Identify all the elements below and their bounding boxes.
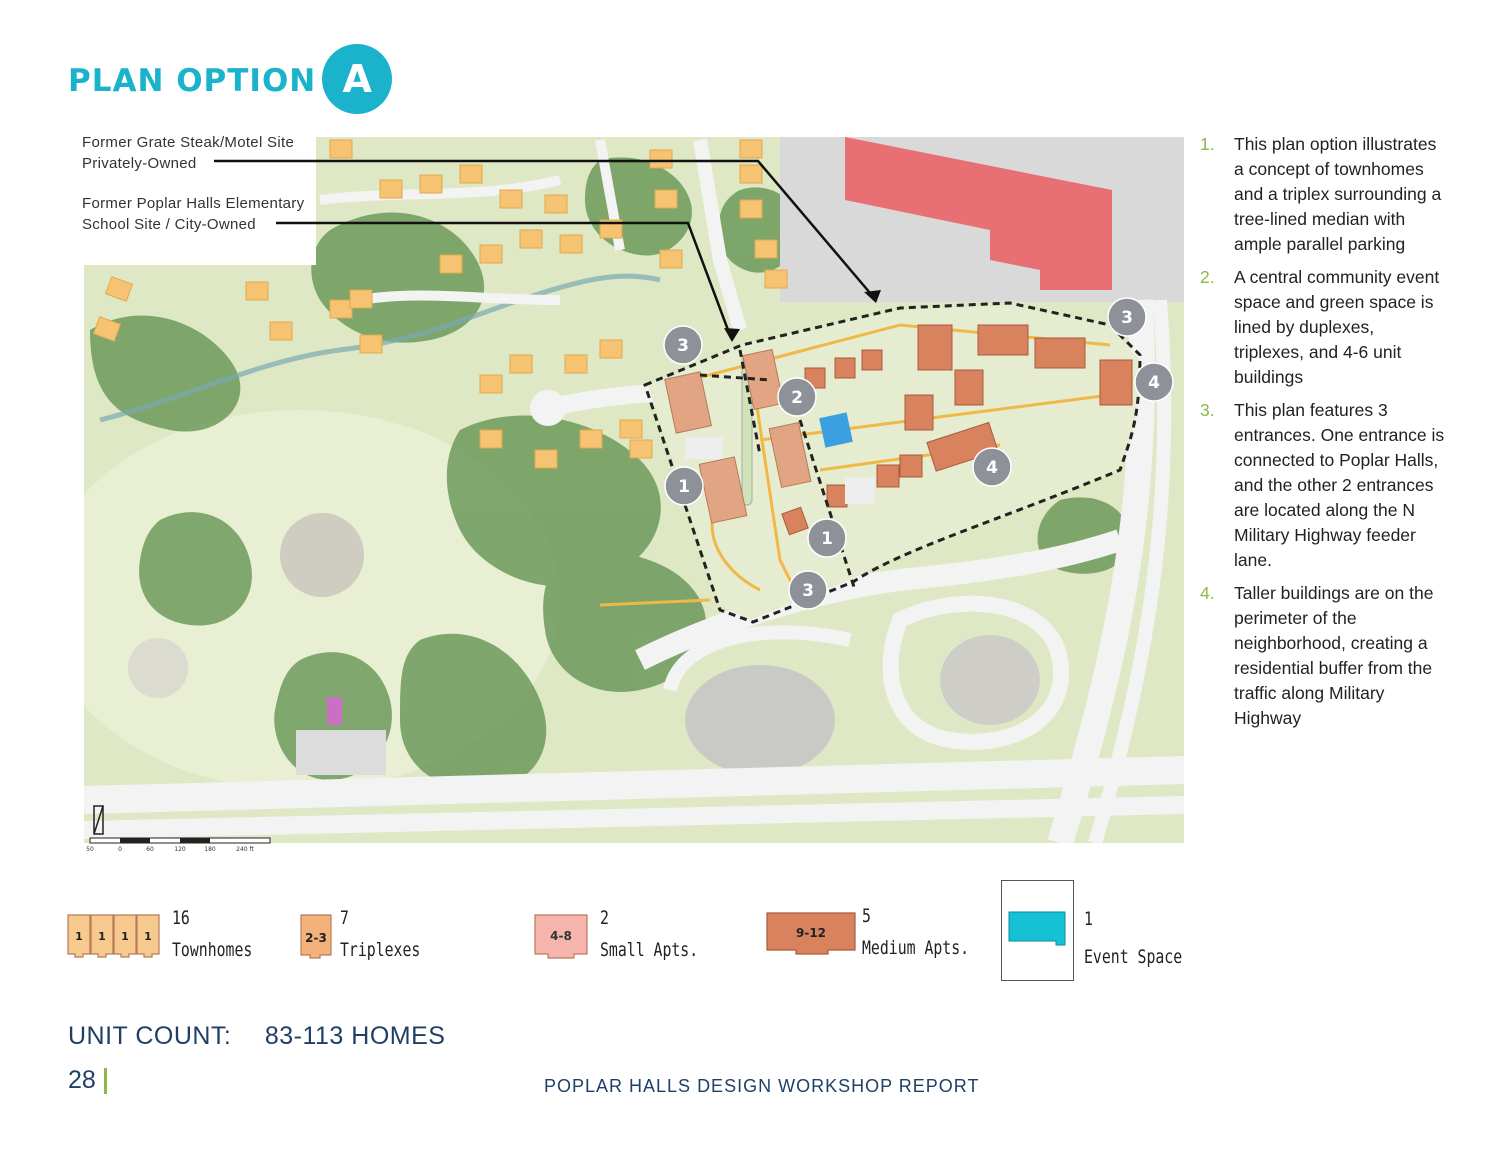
map-marker-1 [808, 519, 846, 557]
note-text: This plan features 3 entrances. One entrance is connected to Poplar Halls, and the other 2 entrances are located along the N Military Highway feeder lane. [1234, 400, 1445, 570]
note-text: Taller buildings are on the perimeter of the neighborhood, creating a residential buffer from the traffic along Military Highway [1234, 583, 1434, 728]
unit-count [68, 1022, 471, 1051]
scale-bar-label: 120 [174, 846, 186, 853]
map-marker-1 [665, 467, 703, 505]
note-number: 1. [1200, 134, 1215, 154]
townhome-tag: 1 [144, 930, 152, 943]
medium-apt-symbol-icon [766, 912, 858, 958]
legend-medium-apts [766, 912, 858, 963]
townhome-tag: 1 [75, 930, 83, 943]
townhome-tag: 1 [98, 930, 106, 943]
map-marker-2 [778, 378, 816, 416]
map-marker-3 [1108, 298, 1146, 336]
small-apt-tag: 4-8 [550, 929, 572, 943]
plan-option-title: PLAN OPTION [68, 63, 317, 99]
legend-label: Triplexes [340, 939, 421, 961]
page-number-text: 28 [68, 1066, 96, 1094]
medium-apt-tag: 9-12 [795, 926, 827, 940]
legend-townhomes-text [172, 902, 252, 966]
callout-motel-line1: Former Grate Steak/Motel Site [82, 134, 295, 151]
legend-count: 5 [862, 905, 871, 927]
parking-lot [296, 730, 386, 775]
legend-count: 16 [172, 907, 190, 929]
callout-motel-site [82, 132, 294, 174]
callout-school-site [82, 193, 304, 235]
triplex-symbol-icon [300, 914, 334, 960]
callout-motel-line2: Privately-Owned [82, 155, 197, 172]
townhome-symbol-icon [67, 914, 163, 960]
legend-label: Small Apts. [600, 939, 699, 961]
svg-text:1: 1 [821, 529, 833, 549]
legend-triplexes [300, 914, 334, 965]
legend-count: 2 [600, 907, 609, 929]
legend-medium-apts-text [862, 900, 969, 964]
legend-small-apts [534, 914, 590, 965]
option-badge: A [322, 44, 392, 114]
plan-notes [1198, 132, 1448, 739]
legend-label: Medium Apts. [862, 937, 970, 959]
svg-text:1: 1 [678, 477, 690, 497]
park-pavilion [327, 697, 342, 725]
page-number [68, 1066, 107, 1095]
report-title-footer: POPLAR HALLS DESIGN WORKSHOP REPORT [544, 1076, 980, 1096]
note-number: 4. [1200, 583, 1215, 603]
note-3 [1198, 398, 1448, 573]
scale-bar [86, 838, 270, 853]
svg-text:3: 3 [677, 336, 689, 356]
legend-event-space-text [1084, 900, 1182, 976]
cul-de-sac [530, 390, 566, 426]
legend-triplexes-text [340, 902, 420, 966]
callout-school-line2: School Site / City-Owned [82, 216, 256, 233]
svg-text:2: 2 [791, 388, 803, 408]
scale-bar-label: 0 [118, 846, 122, 853]
note-text: This plan option illustrates a concept of townhomes and a triplex surrounding a tree-lined median with ample parallel parking [1234, 134, 1442, 254]
svg-text:3: 3 [1121, 308, 1133, 328]
legend-label: Event Space [1084, 946, 1183, 968]
svg-text:4: 4 [986, 458, 998, 478]
legend-label: Townhomes [172, 939, 253, 961]
ramp-island [940, 635, 1040, 725]
ball-field [280, 513, 364, 597]
note-2 [1198, 265, 1448, 390]
note-4 [1198, 581, 1448, 731]
legend-count: 7 [340, 907, 349, 929]
note-1 [1198, 132, 1448, 257]
map-marker-3 [789, 571, 827, 609]
legend-event-space [1001, 880, 1074, 981]
legend-count: 1 [1084, 908, 1093, 930]
small-apt-symbol-icon [534, 914, 590, 960]
map-marker-4 [973, 448, 1011, 486]
map-marker-3 [664, 326, 702, 364]
event-space-symbol-icon [1008, 911, 1068, 947]
unit-count-value: 83-113 HOMES [264, 1022, 446, 1050]
highway-island [685, 665, 835, 775]
triplex-tag: 2-3 [305, 931, 327, 945]
callout-school-line1: Former Poplar Halls Elementary [82, 195, 305, 212]
scale-bar-label: 60 [146, 846, 154, 853]
page-number-divider [104, 1068, 107, 1094]
site-parking-2 [845, 478, 875, 504]
unit-count-label: UNIT COUNT: [68, 1022, 232, 1050]
legend-townhomes [67, 914, 163, 965]
scale-bar-label: 180 [204, 846, 216, 853]
ball-field-2 [128, 638, 188, 698]
note-text: A central community event space and green space is lined by duplexes, triplexes, and 4-6 unit buildings [1234, 267, 1440, 387]
map-marker-4 [1135, 363, 1173, 401]
legend-small-apts-text [600, 902, 698, 966]
scale-bar-label: 240 ft [236, 846, 254, 853]
svg-text:4: 4 [1148, 373, 1160, 393]
map-base [40, 130, 1190, 850]
scale-bar-label: 50 [86, 846, 94, 853]
townhome-tag: 1 [121, 930, 129, 943]
svg-text:3: 3 [802, 581, 814, 601]
site-parking [685, 437, 723, 459]
note-number: 2. [1200, 267, 1215, 287]
note-number: 3. [1200, 400, 1215, 420]
